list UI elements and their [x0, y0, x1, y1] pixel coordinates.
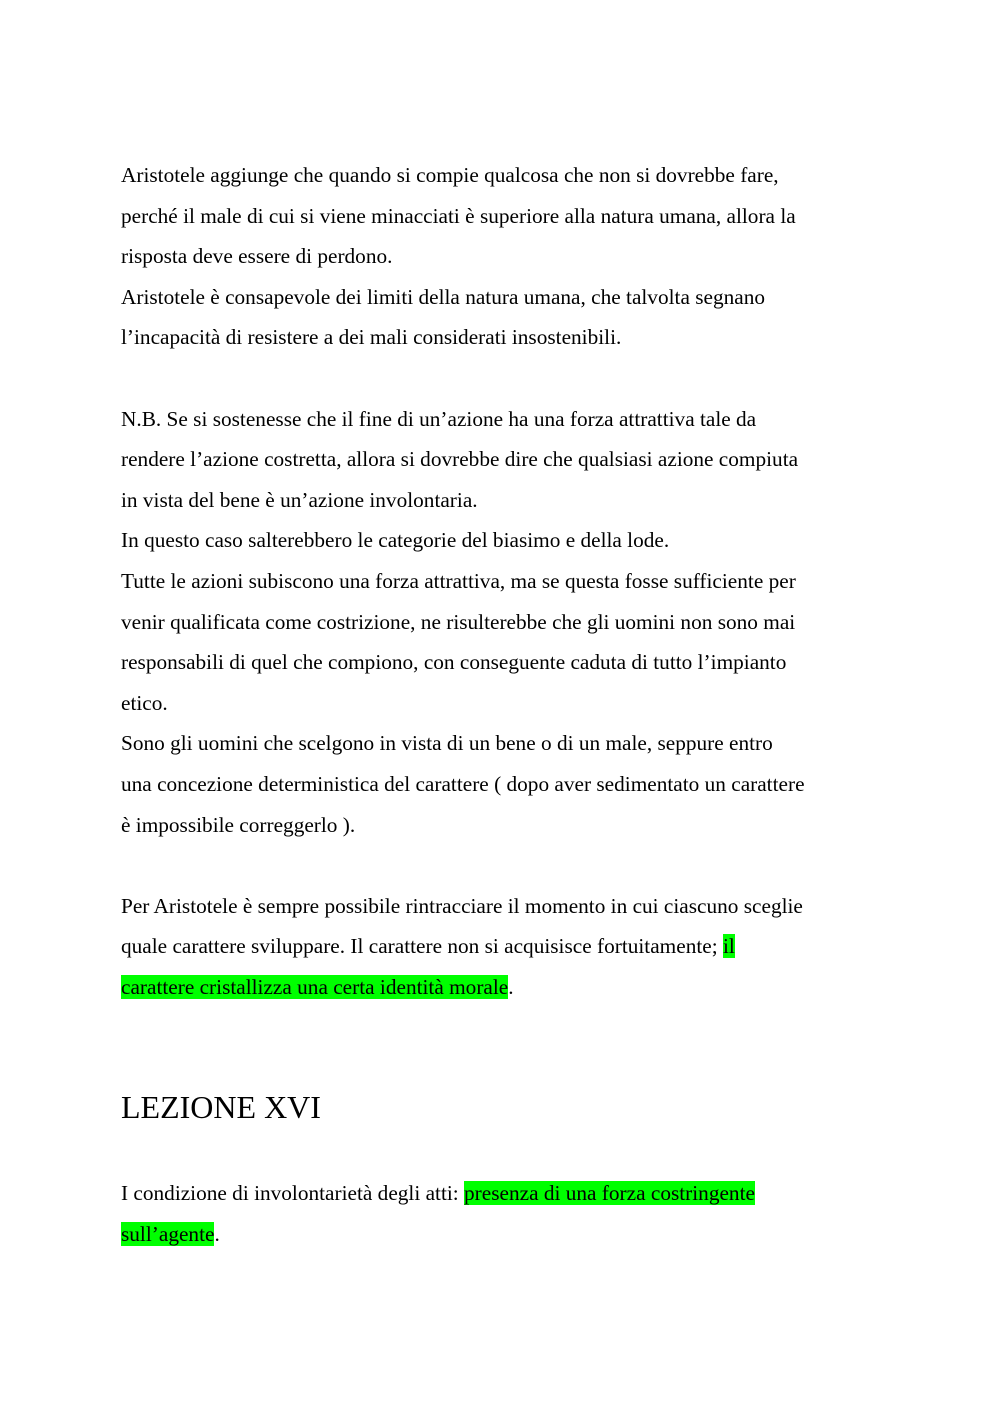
paragraph-spacer	[121, 358, 891, 399]
lesson-heading: LEZIONE XVI	[121, 1089, 321, 1125]
paragraph-line: è impossibile correggerlo ).	[121, 812, 356, 837]
paragraph-line: venir qualificata come costrizione, ne risulterebbe che gli uomini non sono mai	[121, 609, 796, 634]
paragraph-line: l’incapacità di resistere a dei mali considerati insostenibili.	[121, 325, 622, 350]
paragraph-line: in vista del bene è un’azione involontaria.	[121, 487, 478, 512]
paragraph-line: risposta deve essere di perdono.	[121, 244, 393, 269]
paragraph-line	[121, 1214, 891, 1255]
paragraph-line	[121, 926, 891, 967]
paragraph-line: una concezione deterministica del carattere ( dopo aver sedimentato un carattere	[121, 771, 805, 796]
paragraph-spacer	[121, 845, 891, 886]
plain-text: .	[214, 1221, 220, 1246]
paragraph-line: responsabili di quel che compiono, con conseguente caduta di tutto l’impianto	[121, 650, 787, 675]
paragraph-line: In questo caso salterebbero le categorie del biasimo e della lode.	[121, 528, 670, 553]
paragraph-line: etico.	[121, 690, 168, 715]
highlighted-text: sull’agente	[121, 1221, 215, 1246]
highlighted-text: il	[722, 934, 735, 959]
paragraph-line: Sono gli uomini che scelgono in vista di un bene o di un male, seppure entro	[121, 731, 773, 756]
paragraph-line: Tutte le azioni subiscono una forza attrattiva, ma se questa fosse sufficiente per	[121, 568, 796, 593]
plain-text: I condizione di involontarietà degli atti:	[121, 1181, 465, 1205]
paragraph-line: N.B. Se si sostenesse che il fine di un’azione ha una forza attrattiva tale da	[121, 406, 757, 431]
paragraph-line	[121, 1173, 891, 1214]
plain-text: quale carattere sviluppare. Il carattere non si acquisisce fortuitamente;	[121, 934, 723, 959]
paragraph-line: Per Aristotele è sempre possibile rintracciare il momento in cui ciascuno sceglie	[121, 893, 803, 918]
highlighted-text: presenza di una forza costringente	[464, 1181, 755, 1205]
highlighted-text: carattere cristallizza una certa identità morale	[121, 974, 509, 999]
paragraph-line: Aristotele aggiunge che quando si compie qualcosa che non si dovrebbe fare,	[121, 163, 779, 187]
paragraph-line: Aristotele è consapevole dei limiti della natura umana, che talvolta segnano	[121, 284, 766, 309]
paragraph-line: rendere l’azione costretta, allora si dovrebbe dire che qualsiasi azione compiuta	[121, 447, 799, 472]
document-body	[121, 155, 891, 1007]
lesson-body	[121, 1173, 891, 1254]
paragraph-line: perché il male di cui si viene minacciati è superiore alla natura umana, allora la	[121, 203, 796, 228]
paragraph-line	[121, 967, 891, 1008]
plain-text: .	[508, 974, 514, 999]
